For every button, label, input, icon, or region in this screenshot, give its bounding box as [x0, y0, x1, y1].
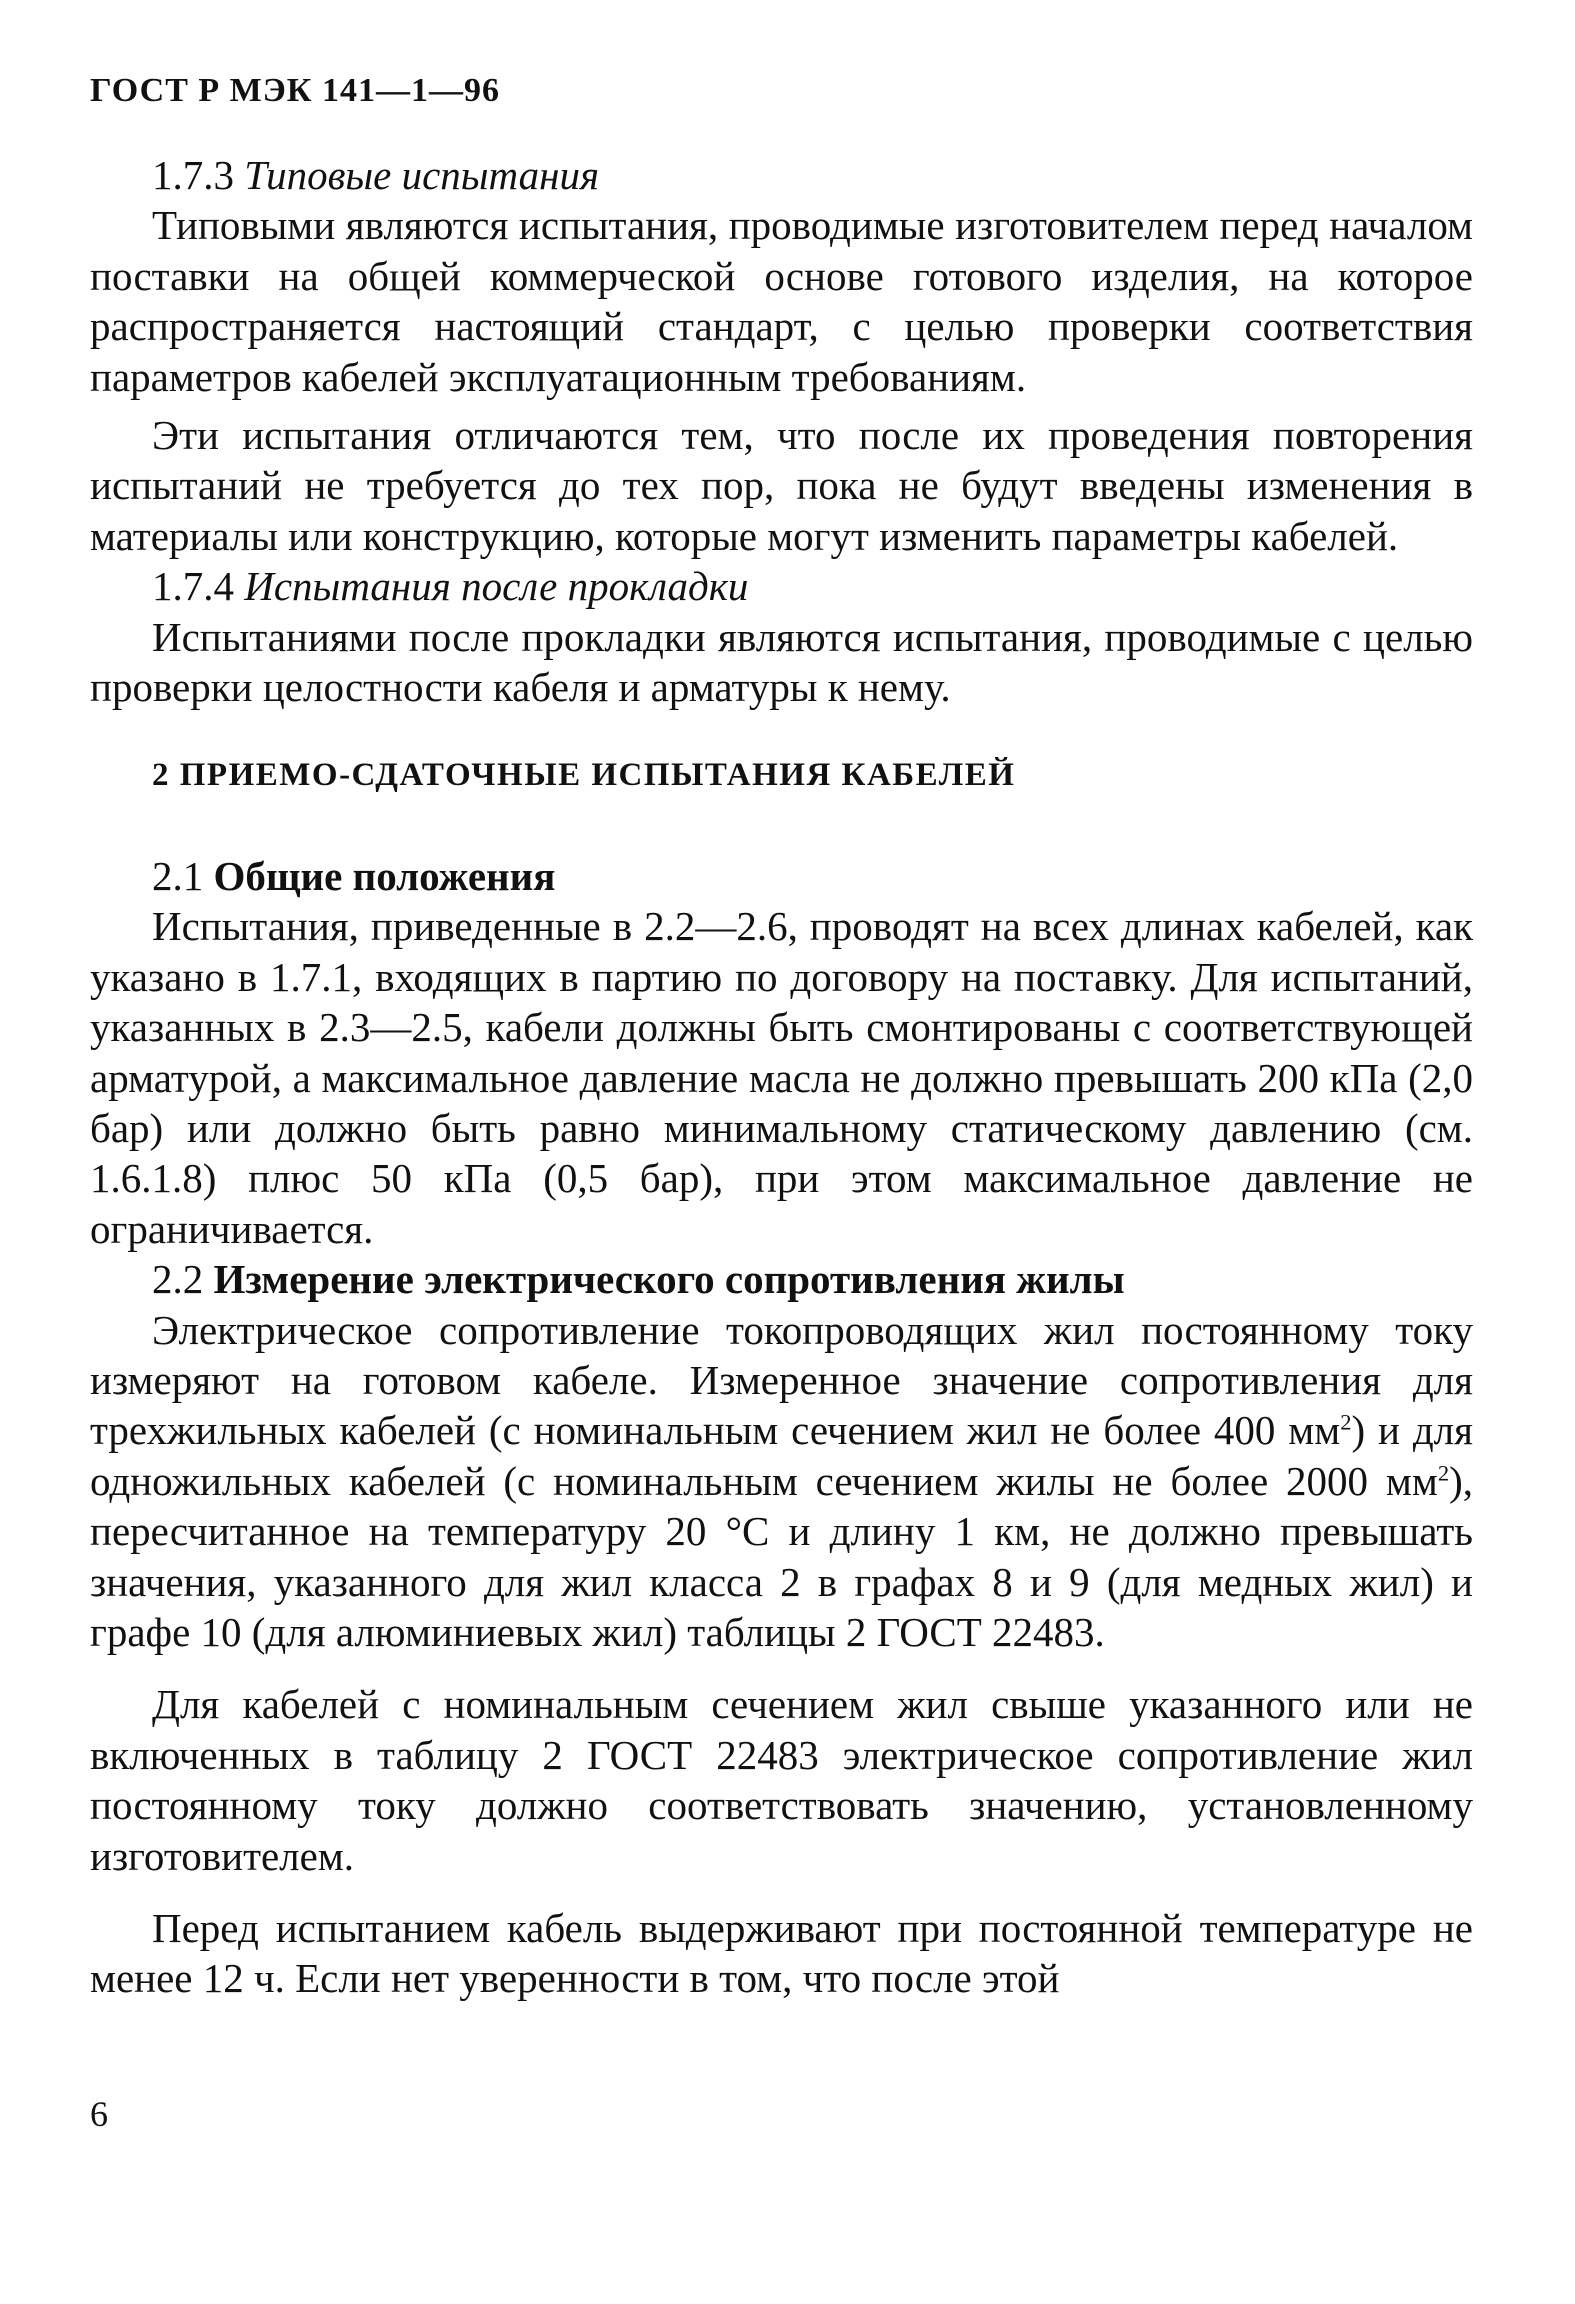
page-number: 6 [90, 2094, 108, 2134]
paragraph: Перед испытанием кабель выдерживают при постоянной температуре не менее 12 ч. Если нет уверенности в том, что после этой [90, 1905, 1473, 2002]
page-content [90, 150, 1473, 2004]
superscript: 2 [1437, 1460, 1450, 1486]
subsection-title: Типовые испытания [244, 152, 600, 198]
subsection-heading-2-1 [90, 851, 1473, 901]
text-run: ), пересчитанное на температуру 20 °С и длину 1 км, не должно превышать значения, указанного для жил класса 2 в графах 8 и 9 (для медных жил) и графе 10 (для алюминиевых жил) таблицы 2 ГОСТ 22483. [90, 1457, 1473, 1655]
section-heading-2: 2 ПРИЕМО-СДАТОЧНЫЕ ИСПЫТАНИЯ КАБЕЛЕЙ [152, 757, 1016, 794]
text-run: ) и для одножильных кабелей (с номинальным сечением жилы не более 2000 мм [90, 1407, 1474, 1504]
paragraph: Для кабелей с номинальным сечением жил свыше указанного или не включенных в таблицу 2 ГОСТ 22483 электрическое сопротивление жил постоянному току должно соответствовать значению, установленному изготовителем. [90, 1681, 1473, 1879]
subsection-number: 1.7.3 [152, 152, 234, 198]
subsection-title: Общие положения [213, 852, 556, 899]
subsection-heading-1-7-4 [90, 561, 1473, 611]
paragraph [90, 1305, 1473, 1658]
subsection-title: Испытания после прокладки [244, 563, 749, 610]
subsection-heading-2-2 [90, 1254, 1473, 1304]
subsection-number: 2.2 [152, 1256, 204, 1303]
text-run: Электрическое сопротивление токопроводящих жил постоянному току измеряют на готовом кабеле. Измеренное значение сопротивления для трехжильных кабелей (с номинальным сечением жил не более 400 мм [90, 1306, 1473, 1454]
subsection-number: 2.1 [152, 852, 204, 899]
subsection-heading-1-7-3 [90, 150, 1473, 200]
paragraph: Испытаниями после прокладки являются испытания, проводимые с целью проверки целостности кабеля и арматуры к нему. [90, 613, 1473, 711]
subsection-number: 1.7.4 [152, 563, 234, 610]
document-header: ГОСТ Р МЭК 141—1—96 [90, 72, 500, 109]
paragraph: Эти испытания отличаются тем, что после их проведения повторения испытаний не требуется до тех пор, пока не будут введены изменения в материалы или конструкцию, которые могут изменить параметры кабелей. [90, 412, 1473, 559]
paragraph: Типовыми являются испытания, проводимые изготовителем перед началом поставки на общей коммерческой основе готового изделия, на которое распространяется настоящий стандарт, с целью проверки соответствия параметров кабелей эксплуатационным требованиям. [90, 202, 1473, 400]
paragraph: Испытания, приведенные в 2.2—2.6, проводят на всех длинах кабелей, как указано в 1.7.1, входящих в партию по договору на поставку. Для испытаний, указанных в 2.3—2.5, кабели должны быть смонтированы с соответствующей арматурой, а максимальное давление масла не должно превышать 200 кПа (2,0 бар) или должно быть равно минимальному статическому давлению (см. 1.6.1.8) плюс 50 кПа (0,5 бар), при этом максимальное давление не ограничивается. [90, 903, 1473, 1252]
superscript: 2 [1340, 1409, 1352, 1435]
subsection-title: Измерение электрического сопротивления жилы [213, 1256, 1125, 1303]
